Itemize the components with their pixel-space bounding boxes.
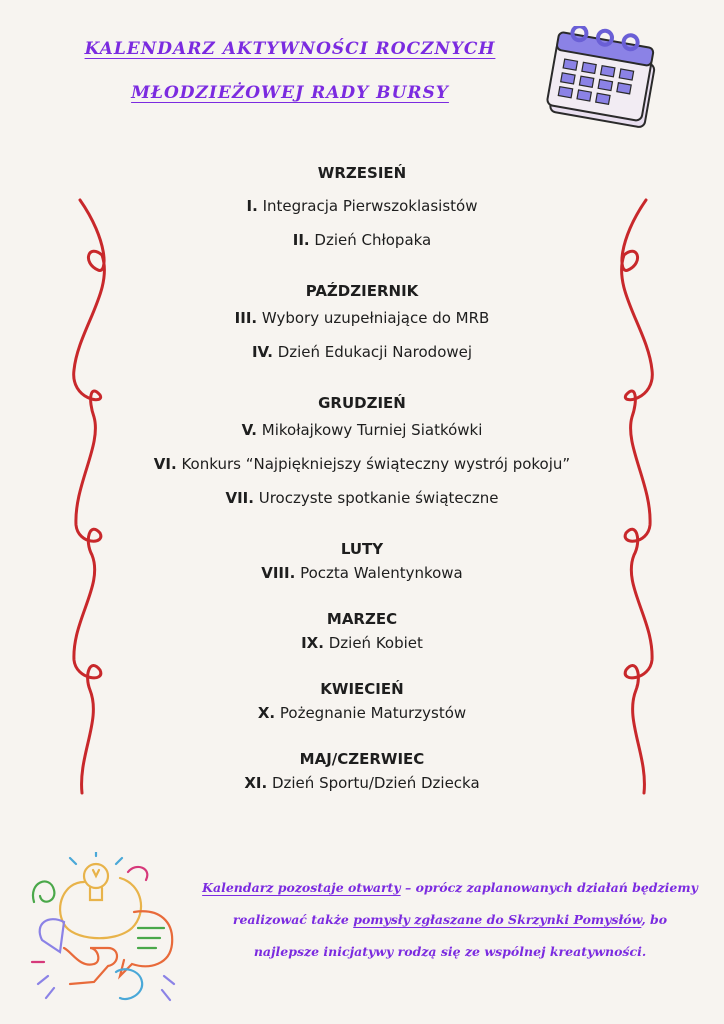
month-name: PAŹDZIERNIK (305, 282, 419, 300)
activity-number: XI. (244, 774, 268, 792)
calendar-content (100, 163, 624, 793)
month-name: MARZEC (326, 610, 398, 628)
month-section (100, 281, 624, 362)
activity-text: Konkurs “Najpiękniejszy świąteczny wystrój pokoju” (181, 455, 571, 473)
ideas-doodle-icon (24, 852, 194, 1012)
activity-number: VIII. (261, 564, 296, 582)
activity-item (100, 703, 624, 723)
activity-text: Dzień Kobiet (328, 634, 423, 652)
activity-text: Poczta Walentynkowa (300, 564, 463, 582)
footer-text: – oprócz zaplanowanych działań będziemy realizować także (232, 880, 698, 927)
activity-text: Dzień Chłopaka (314, 231, 432, 249)
activity-item (100, 454, 624, 474)
month-section (100, 163, 624, 250)
activity-number: IV. (251, 343, 273, 361)
activity-item (100, 633, 624, 653)
activity-item (100, 196, 624, 216)
month-name: MAJ/CZERWIEC (299, 750, 425, 768)
activity-text: Uroczyste spotkanie świąteczne (258, 489, 499, 507)
activity-number: I. (246, 197, 258, 215)
activity-number: II. (292, 231, 310, 249)
footer-text-end: , bo najlepsze inicjatywy rodzą się ze wspólnej kreatywności. (253, 912, 668, 959)
page-title (40, 34, 540, 122)
activity-number: VII. (225, 489, 254, 507)
activity-item (100, 563, 624, 583)
month-section (100, 609, 624, 653)
activity-text: Dzień Sportu/Dzień Dziecka (271, 774, 480, 792)
activity-item (100, 342, 624, 362)
title-line-1: KALENDARZ AKTYWNOŚCI ROCZNYCH (84, 39, 496, 59)
activity-item (100, 308, 624, 328)
activity-text: Integracja Pierwszoklasistów (262, 197, 478, 215)
month-section (100, 679, 624, 723)
footer-note (200, 872, 700, 968)
month-name: GRUDZIEŃ (318, 394, 406, 412)
activity-text: Dzień Edukacji Narodowej (277, 343, 473, 361)
month-name: LUTY (340, 540, 384, 558)
month-name: WRZESIEŃ (317, 164, 407, 182)
footer-highlight-ideas: pomysły zgłaszane do Skrzynki Pomysłów (353, 912, 642, 927)
month-section (100, 539, 624, 583)
activity-text: Mikołajkowy Turniej Siatkówki (261, 421, 483, 439)
activity-number: VI. (153, 455, 177, 473)
activity-item (100, 488, 624, 508)
footer-highlight-open: Kalendarz pozostaje otwarty (202, 880, 401, 895)
month-name: KWIECIEŃ (320, 680, 404, 698)
activity-text: Wybory uzupełniające do MRB (261, 309, 490, 327)
activity-number: IX. (301, 634, 324, 652)
month-section (100, 749, 624, 793)
activity-number: X. (257, 704, 276, 722)
calendar-icon (540, 26, 666, 130)
title-line-2: MŁODZIEŻOWEJ RADY BURSY (131, 83, 449, 103)
activity-text: Pożegnanie Maturzystów (279, 704, 467, 722)
activity-item (100, 773, 624, 793)
activity-number: V. (241, 421, 257, 439)
activity-number: III. (234, 309, 258, 327)
month-section (100, 393, 624, 508)
activity-item (100, 420, 624, 440)
activity-item (100, 230, 624, 250)
